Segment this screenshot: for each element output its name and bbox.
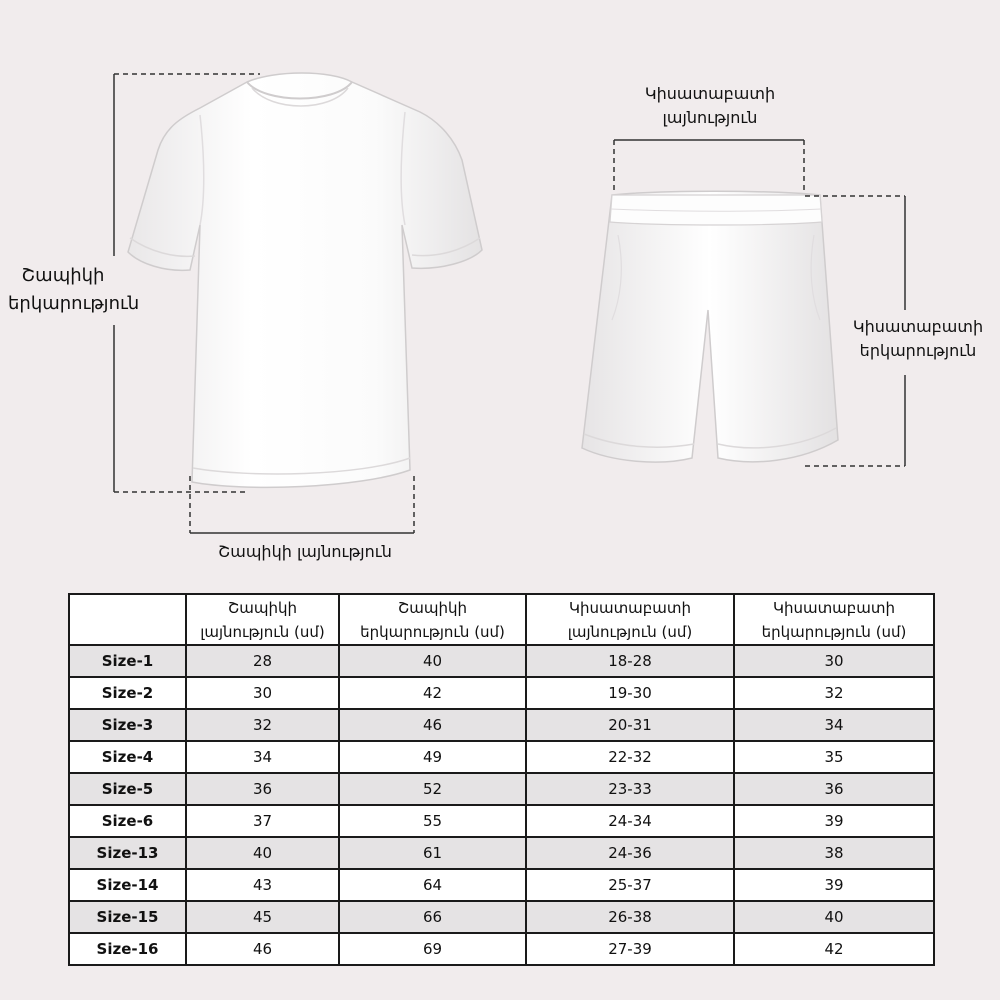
cell-size-name: Size-6 xyxy=(69,805,186,837)
tshirt-length-label-line1: Շապիկի xyxy=(21,265,105,286)
col-header-shorts-length xyxy=(734,594,934,645)
cell-tshirt-length: 69 xyxy=(339,933,526,965)
cell-tshirt-length: 61 xyxy=(339,837,526,869)
cell-size-name: Size-14 xyxy=(69,869,186,901)
table-row xyxy=(69,773,934,805)
cell-shorts-width: 20-31 xyxy=(526,709,734,741)
table-row xyxy=(69,933,934,965)
cell-shorts-length: 39 xyxy=(734,869,934,901)
cell-shorts-width: 24-36 xyxy=(526,837,734,869)
tshirt-length-label xyxy=(8,262,140,318)
cell-size-name: Size-1 xyxy=(69,645,186,677)
shorts-width-label-line2: լայնություն xyxy=(662,108,758,127)
shorts-icon xyxy=(582,191,838,462)
table-row xyxy=(69,805,934,837)
cell-shorts-length: 42 xyxy=(734,933,934,965)
cell-tshirt-width: 36 xyxy=(186,773,339,805)
table-row xyxy=(69,869,934,901)
tshirt-length-label-line2: երկարություն xyxy=(8,293,140,314)
tshirt-icon xyxy=(128,73,482,487)
cell-size-name: Size-13 xyxy=(69,837,186,869)
cell-shorts-length: 34 xyxy=(734,709,934,741)
cell-tshirt-width: 32 xyxy=(186,709,339,741)
cell-tshirt-length: 64 xyxy=(339,869,526,901)
cell-shorts-width: 25-37 xyxy=(526,869,734,901)
cell-tshirt-length: 46 xyxy=(339,709,526,741)
shorts-width-guide xyxy=(614,140,804,194)
cell-shorts-width: 27-39 xyxy=(526,933,734,965)
col-header-text: Կիսատաբատի xyxy=(772,598,896,617)
cell-tshirt-width: 45 xyxy=(186,901,339,933)
shorts-width-label-line1: Կիսատաբատի xyxy=(644,84,776,103)
cell-tshirt-width: 37 xyxy=(186,805,339,837)
col-header-tshirt-width xyxy=(186,594,339,645)
cell-shorts-width: 18-28 xyxy=(526,645,734,677)
cell-tshirt-length: 40 xyxy=(339,645,526,677)
size-table xyxy=(68,593,935,966)
cell-size-name: Size-3 xyxy=(69,709,186,741)
col-header-text: երկարություն (սմ) xyxy=(360,622,505,641)
cell-shorts-length: 39 xyxy=(734,805,934,837)
cell-tshirt-length: 42 xyxy=(339,677,526,709)
col-header-text: լայնություն (սմ) xyxy=(567,622,693,641)
col-header-text: լայնություն (սմ) xyxy=(200,622,325,641)
cell-size-name: Size-15 xyxy=(69,901,186,933)
cell-shorts-length: 32 xyxy=(734,677,934,709)
cell-size-name: Size-5 xyxy=(69,773,186,805)
cell-size-name: Size-4 xyxy=(69,741,186,773)
shorts-length-label-line2: երկարություն xyxy=(859,341,977,360)
cell-shorts-width: 22-32 xyxy=(526,741,734,773)
table-row xyxy=(69,741,934,773)
size-table-header-corner xyxy=(69,594,186,645)
cell-tshirt-width: 28 xyxy=(186,645,339,677)
cell-shorts-length: 38 xyxy=(734,837,934,869)
cell-shorts-width: 26-38 xyxy=(526,901,734,933)
cell-tshirt-length: 55 xyxy=(339,805,526,837)
col-header-text: երկարություն (սմ) xyxy=(761,622,907,641)
cell-tshirt-width: 40 xyxy=(186,837,339,869)
cell-tshirt-width: 30 xyxy=(186,677,339,709)
cell-tshirt-length: 52 xyxy=(339,773,526,805)
size-table-body xyxy=(69,645,934,965)
col-header-tshirt-length xyxy=(339,594,526,645)
table-row xyxy=(69,677,934,709)
cell-tshirt-width: 43 xyxy=(186,869,339,901)
size-table-header-row xyxy=(69,594,934,645)
cell-tshirt-length: 49 xyxy=(339,741,526,773)
cell-shorts-length: 36 xyxy=(734,773,934,805)
cell-shorts-length: 40 xyxy=(734,901,934,933)
col-header-text: Շապիկի xyxy=(227,598,298,617)
shorts-length-label xyxy=(838,315,998,363)
table-row xyxy=(69,709,934,741)
cell-shorts-width: 24-34 xyxy=(526,805,734,837)
shorts-width-label xyxy=(600,82,820,130)
table-row xyxy=(69,645,934,677)
table-row xyxy=(69,901,934,933)
cell-tshirt-width: 34 xyxy=(186,741,339,773)
cell-shorts-width: 23-33 xyxy=(526,773,734,805)
cell-size-name: Size-16 xyxy=(69,933,186,965)
col-header-text: Շապիկի xyxy=(397,598,468,617)
shorts-length-label-line1: Կիսատաբատի xyxy=(852,317,984,336)
cell-shorts-length: 30 xyxy=(734,645,934,677)
tshirt-width-label: Շապիկի լայնություն xyxy=(218,542,392,561)
cell-size-name: Size-2 xyxy=(69,677,186,709)
cell-tshirt-width: 46 xyxy=(186,933,339,965)
cell-tshirt-length: 66 xyxy=(339,901,526,933)
cell-shorts-width: 19-30 xyxy=(526,677,734,709)
cell-shorts-length: 35 xyxy=(734,741,934,773)
table-row xyxy=(69,837,934,869)
col-header-text: Կիսատաբատի xyxy=(568,598,692,617)
col-header-shorts-width xyxy=(526,594,734,645)
